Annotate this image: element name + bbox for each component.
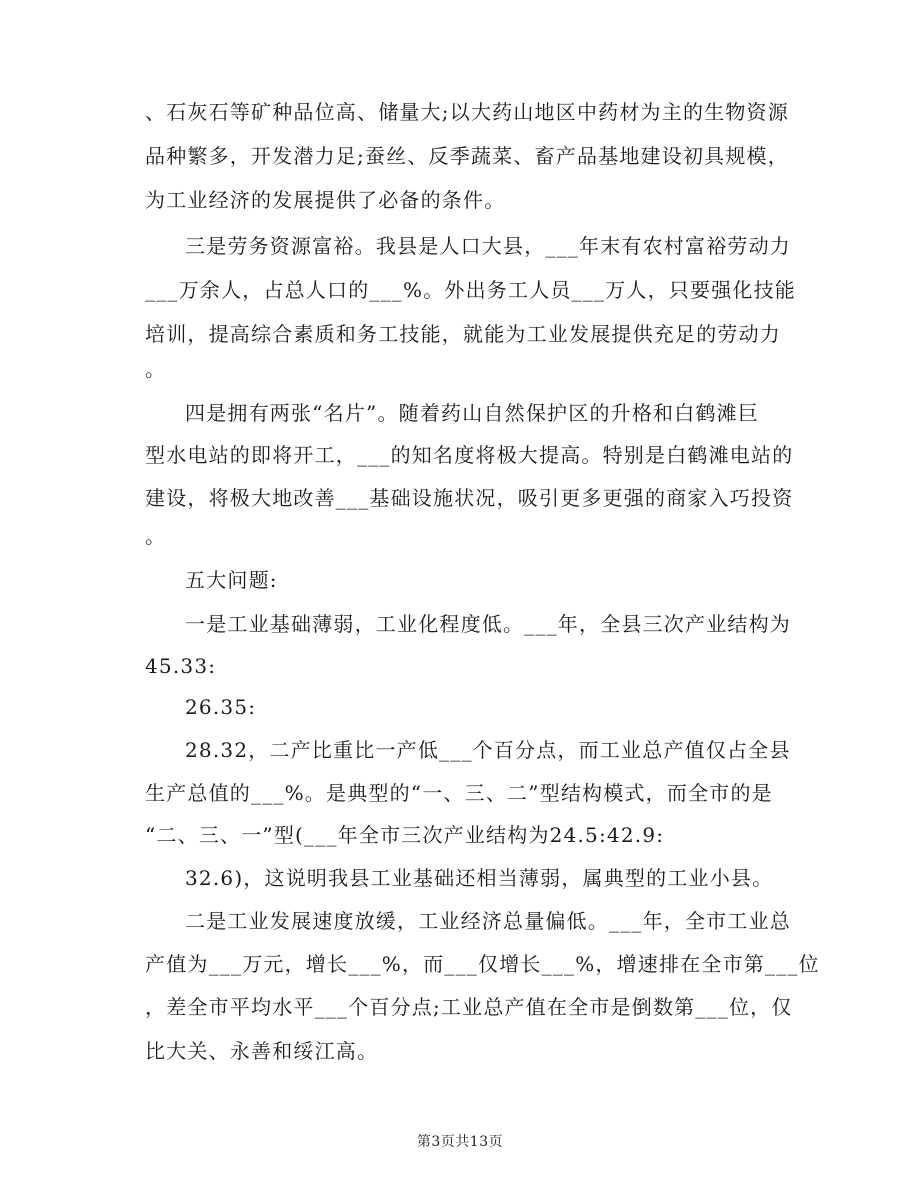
text-line-20: 二是工业发展速度放缓，工业经济总量偏低。___年，全市工业总 [185,909,791,933]
text-line-23: 比大关、永善和绥江高。 [145,1039,379,1063]
text-line-18: “二、三、一”型(___年全市三次产业结构为24.5:42.9: [145,823,665,847]
text-line-3: 为工业经济的发展提供了必备的条件。 [145,188,506,212]
text-line-7: 。 [145,357,167,381]
text-line-9: 型水电站的即将开工，___的知名度将极大提高。特别是白鹤滩电站的 [145,443,794,467]
text-line-15: 26.35: [185,695,257,719]
text-line-14: 45.33: [145,654,217,678]
text-line-21: 产值为___万元，增长___%，而___仅增长___%，增速排在全市第___位 [145,952,820,976]
section-heading: 五大问题: [185,568,278,592]
text-line-17: 生产总值的___%。是典型的“一、三、二”型结构模式，而全市的是 [145,781,773,805]
text-line-10: 建设，将极大地改善___基础设施状况，吸引更多更强的商家入巧投资 [145,486,794,510]
text-line-5: ___万余人，占总人口的___%。外出务工人员___万人，只要强化技能 [145,278,797,302]
text-line-22: ，差全市平均水平___个百分点;工业总产值在全市是倒数第___位，仅 [145,995,793,1019]
text-line-6: 培训，提高综合素质和务工技能，就能为工业发展提供充足的劳动力 [145,322,781,346]
text-line-13: 一是工业基础薄弱，工业化程度低。___年，全县三次产业结构为 [185,612,791,636]
text-line-11: 。 [145,524,167,548]
page-number-footer: 第3页共13页 [416,1134,504,1150]
text-line-16: 28.32，二产比重比一产低___个百分点，而工业总产值仅占全县 [185,738,791,762]
text-line-8: 四是拥有两张“名片”。随着药山自然保护区的升格和白鹤滩巨 [185,401,760,425]
text-line-1: 、石灰石等矿种品位高、储量大;以大药山地区中药材为主的生物资源 [145,100,789,124]
text-line-2: 品种繁多，开发潜力足;蚕丝、反季蔬菜、畜产品基地建设初具规模， [145,144,789,168]
text-line-19: 32.6)，这说明我县工业基础还相当薄弱，属典型的工业小县。 [185,866,774,890]
text-line-4: 三是劳务资源富裕。我县是人口大县，___年末有农村富裕劳动力 [185,234,791,258]
